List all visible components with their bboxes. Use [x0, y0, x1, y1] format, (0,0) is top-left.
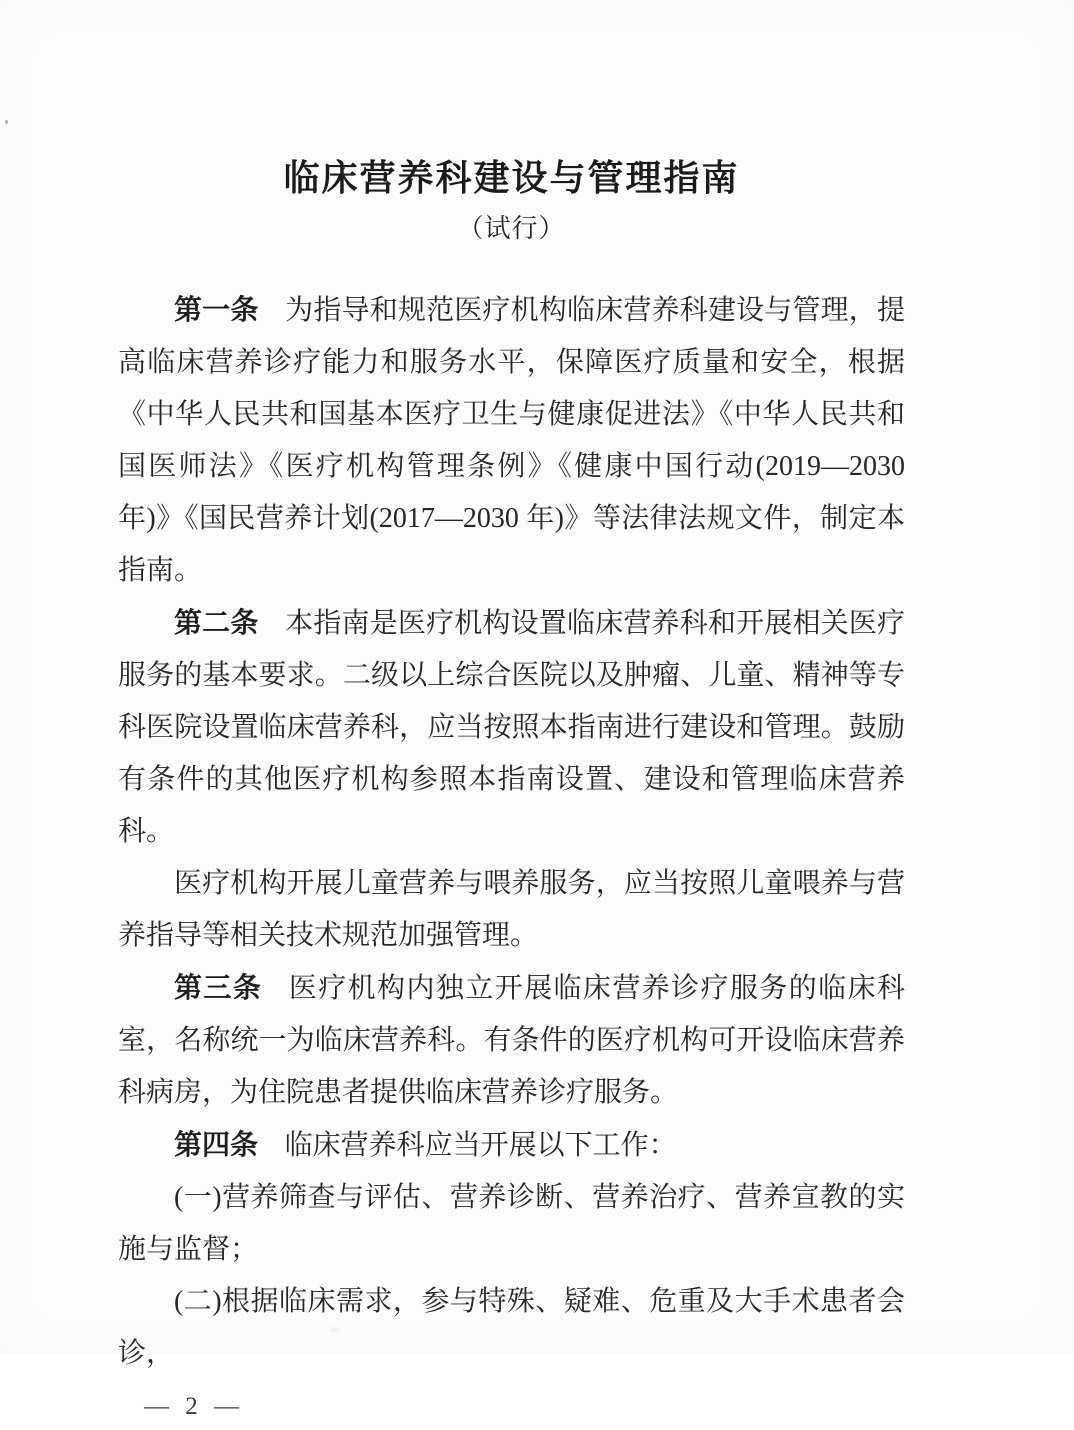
article-text: (一)营养筛查与评估、营养诊断、营养治疗、营养宣教的实施与监督； — [118, 1182, 905, 1265]
article-number-label: 第三条 — [174, 972, 263, 1003]
article-text: 为指导和规范医疗机构临床营养科建设与管理，提高临床营养诊疗能力和服务水平，保障医疗质量和安全，根据《中华人民共和国基本医疗卫生与健康促进法》《中华人民共和国医师法》《医疗机构管理条例》《健康中国行动(2019—2030 年)》《国民营养计划(2017—2030 年)》等法律法规文件，制定本指南。 — [118, 295, 905, 586]
article-text: 临床营养科应当开展以下工作： — [284, 1130, 677, 1161]
page-number: — 2 — — [144, 1393, 244, 1420]
article-number-label: 第一条 — [174, 294, 259, 325]
article-text: 医疗机构内独立开展临床营养诊疗服务的临床科室，名称统一为临床营养科。有条件的医疗机构可开设临床营养科病房，为住院患者提供临床营养诊疗服务。 — [118, 973, 905, 1108]
document-body — [118, 284, 905, 1380]
paragraph-article-4-item-2 — [118, 1276, 905, 1380]
paragraph-article-4 — [118, 1119, 905, 1172]
article-text: 本指南是医疗机构设置临床营养科和开展相关医疗服务的基本要求。二级以上综合医院以及肿瘤、儿童、精神等专科医院设置临床营养科，应当按照本指南进行建设和管理。鼓励有条件的其他医疗机构参照本指南设置、建设和管理临床营养科。 — [118, 608, 905, 847]
document-subtitle: （试行） — [457, 214, 566, 243]
document-title: 临床营养科建设与管理指南 — [283, 157, 740, 198]
paragraph-article-2-continued — [118, 858, 905, 962]
paragraph-article-2 — [118, 597, 905, 858]
scan-smudge — [330, 1328, 340, 1332]
article-text: (二)根据临床需求，参与特殊、疑难、危重及大手术患者会诊， — [118, 1286, 905, 1369]
article-number-label: 第四条 — [174, 1129, 259, 1160]
article-number-label: 第二条 — [174, 607, 259, 638]
paragraph-article-3 — [118, 962, 905, 1119]
scan-speck — [5, 120, 8, 124]
article-text: 医疗机构开展儿童营养与喂养服务，应当按照儿童喂养与营养指导等相关技术规范加强管理。 — [118, 868, 905, 951]
paragraph-article-4-item-1 — [118, 1172, 905, 1276]
paragraph-article-1 — [118, 284, 905, 597]
